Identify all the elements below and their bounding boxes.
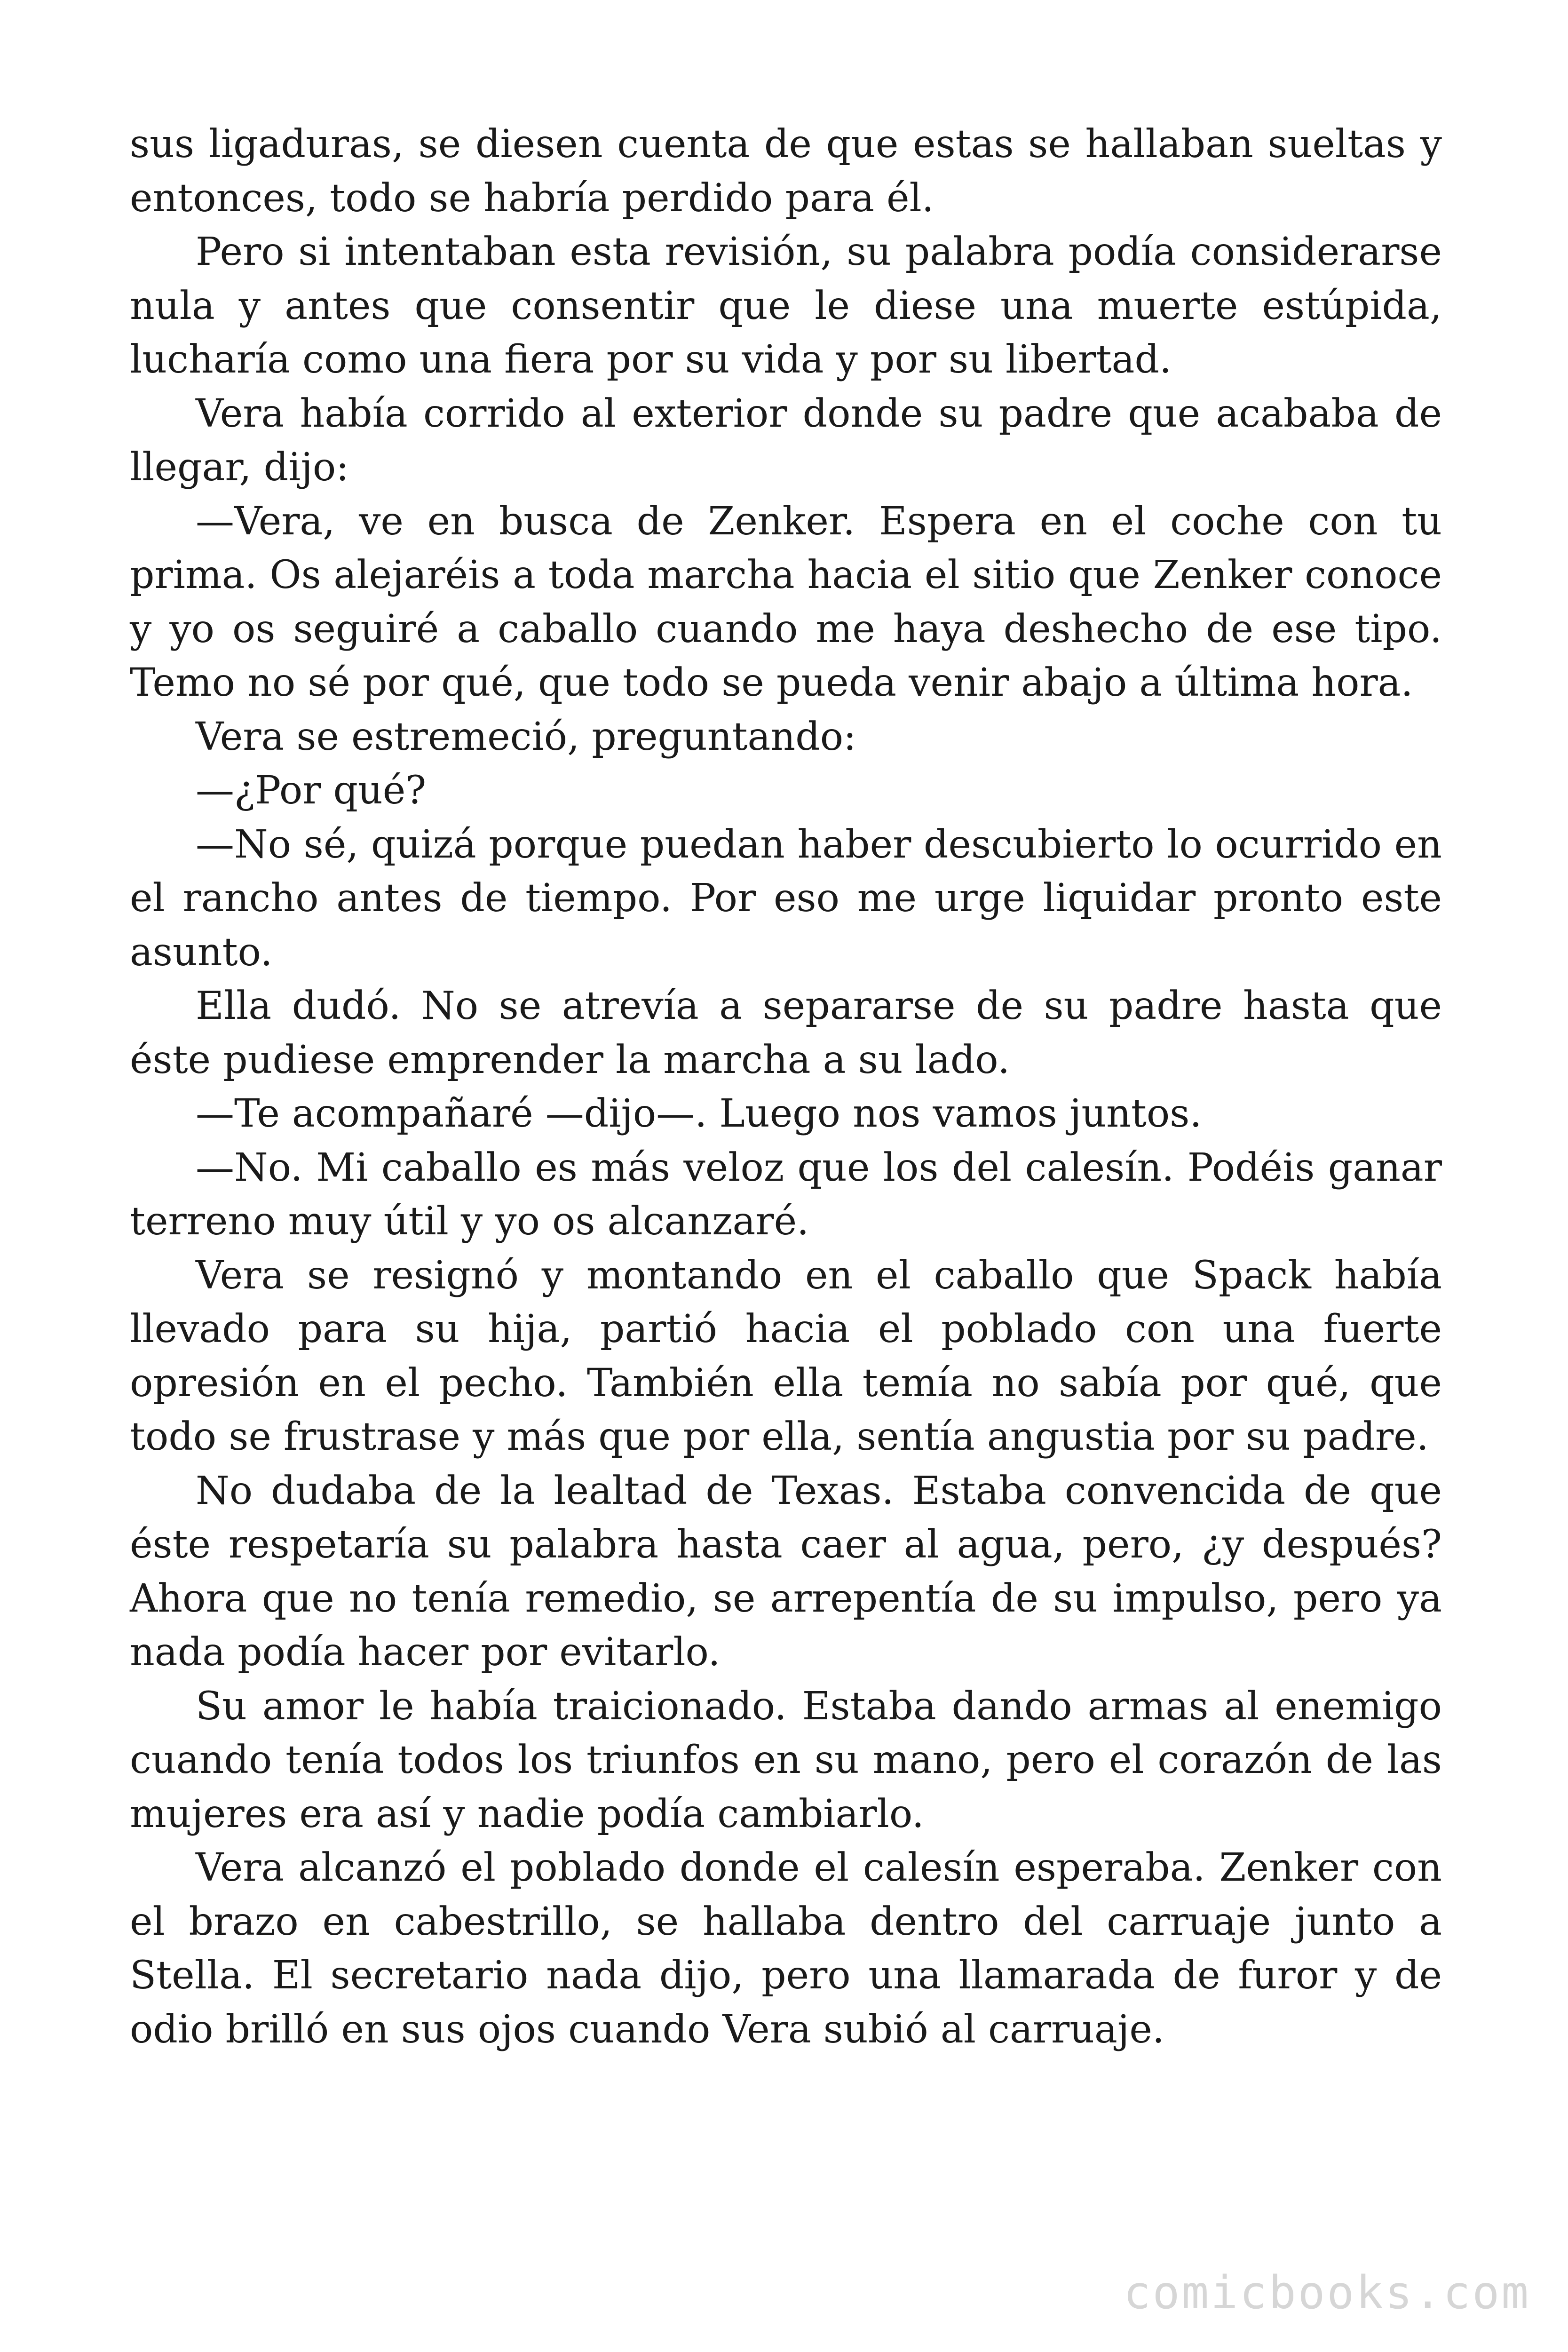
dialogue-paragraph: —¿Por qué?	[196, 768, 427, 813]
paragraph: Vera alcanzó el poblado donde el calesín esperaba. Zenker con el brazo en cabestrillo, se hallaba dentro del carruaje junto a Stella. El secretario nada dijo, pero una llamarada de furor y de odio brilló en sus ojos cuando Vera subió al carruaje.	[130, 1845, 1442, 2052]
paragraph: Pero si intentaban esta revisión, su palabra podía considerarse nula y antes que consentir que le diese una muerte estúpida, lucharía como una fiera por su vida y por su libertad.	[130, 230, 1442, 382]
dialogue-paragraph: —Te acompañaré —dijo—. Luego nos vamos juntos.	[196, 1091, 1202, 1136]
paragraph: Ella dudó. No se atrevía a separarse de su padre hasta que éste pudiese emprender la marcha a su lado.	[130, 984, 1442, 1082]
watermark: comicbooks.com	[1123, 2266, 1530, 2319]
paragraph: Vera se resignó y montando en el caballo que Spack había llevado para su hija, partió hacia el poblado con una fuerte opresión en el pecho. También ella temía no sabía por qué, que todo se frustrase y más que por ella, sentía angustia por su padre.	[130, 1253, 1442, 1459]
dialogue-paragraph: —Vera, ve en busca de Zenker. Espera en el coche con tu prima. Os alejaréis a toda marcha hacia el sitio que Zenker conoce y yo os seguiré a caballo cuando me haya deshecho de ese tipo. Temo no sé por qué, que todo se pueda venir abajo a última hora.	[130, 499, 1442, 705]
dialogue-paragraph: —No sé, quizá porque puedan haber descubierto lo ocurrido en el rancho antes de tiempo. Por eso me urge liquidar pronto este asunto.	[130, 822, 1442, 975]
paragraph: No dudaba de la lealtad de Texas. Estaba convencida de que éste respetaría su palabra hasta caer al agua, pero, ¿y después? Ahora que no tenía remedio, se arrepentía de su impulso, pero ya nada podía hacer por evitarlo.	[130, 1468, 1442, 1675]
page-body	[130, 118, 1442, 2057]
paragraph: Su amor le había traicionado. Estaba dando armas al enemigo cuando tenía todos los triunfos en su mano, pero el corazón de las mujeres era así y nadie podía cambiarlo.	[130, 1684, 1442, 1836]
paragraph: Vera había corrido al exterior donde su padre que acababa de llegar, dijo:	[130, 391, 1442, 490]
paragraph: sus ligaduras, se diesen cuenta de que estas se hallaban sueltas y entonces, todo se habría perdido para él.	[130, 122, 1442, 221]
paragraph: Vera se estremeció, preguntando:	[196, 714, 856, 759]
dialogue-paragraph: —No. Mi caballo es más veloz que los del calesín. Podéis ganar terreno muy útil y yo os alcanzaré.	[130, 1145, 1442, 1244]
